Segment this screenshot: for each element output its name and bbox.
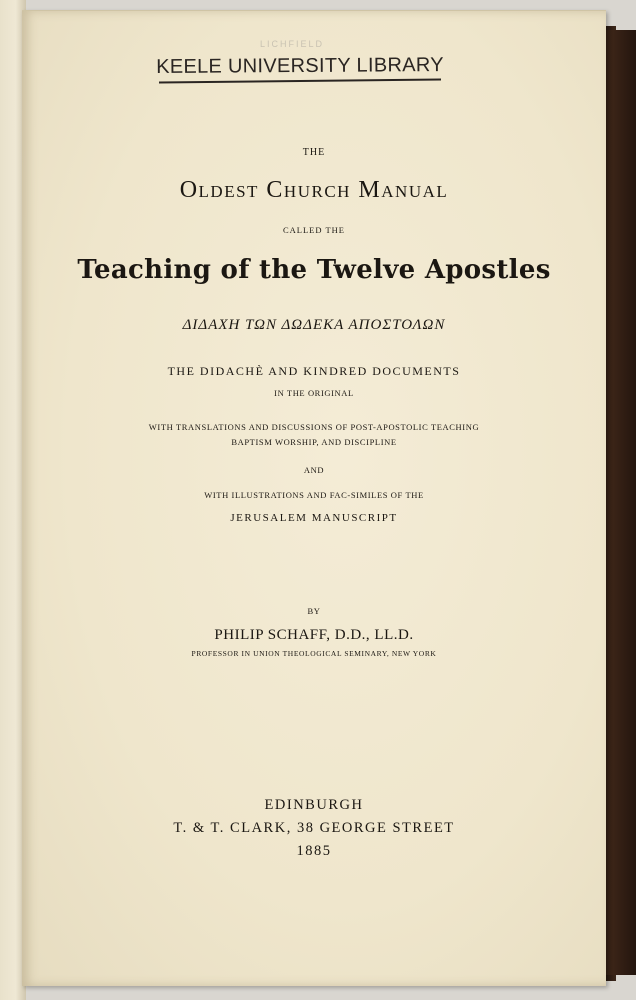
and-label: AND xyxy=(303,465,325,475)
author-name: PHILIP SCHAFF, D.D., LL.D. xyxy=(214,627,414,643)
the-label: THE xyxy=(302,147,326,158)
greek-title: ΔΙΔΑΧΗ ΤΩΝ ΔΩΔΕΚΑ ΑΠΟΣΤΟΛΩΝ xyxy=(182,317,446,333)
illustrations-line: WITH ILLUSTRATIONS AND FAC-SIMILES OF THE xyxy=(204,490,424,500)
in-original: IN THE ORIGINAL xyxy=(274,388,354,398)
subtitle: THE DIDACHÈ AND KINDRED DOCUMENTS xyxy=(167,364,461,378)
library-stamp-underline xyxy=(159,79,441,83)
library-stamp: KEELE UNIVERSITY LIBRARY xyxy=(156,53,444,79)
imprint-year: 1885 xyxy=(296,843,332,859)
baptism-line: BAPTISM WORSHIP, AND DISCIPLINE xyxy=(231,437,397,447)
main-title: Oldest Church Manual xyxy=(179,177,449,203)
by-label: BY xyxy=(307,606,321,616)
title-page xyxy=(22,10,606,986)
called-the-label: CALLED THE xyxy=(282,225,346,235)
blackletter-title: Teaching of the Twelve Apostles xyxy=(77,255,551,285)
faint-owner-stamp: LICHFIELD xyxy=(259,39,324,49)
translations-line: WITH TRANSLATIONS AND DISCUSSIONS OF POST-APOSTOLIC TEACHING xyxy=(148,422,480,432)
manuscript-line: JERUSALEM MANUSCRIPT xyxy=(230,512,398,524)
imprint-city: EDINBURGH xyxy=(264,797,364,813)
imprint-publisher: T. & T. CLARK, 38 GEORGE STREET xyxy=(173,820,455,836)
author-title: PROFESSOR IN UNION THEOLOGICAL SEMINARY, NEW YORK xyxy=(191,649,437,658)
